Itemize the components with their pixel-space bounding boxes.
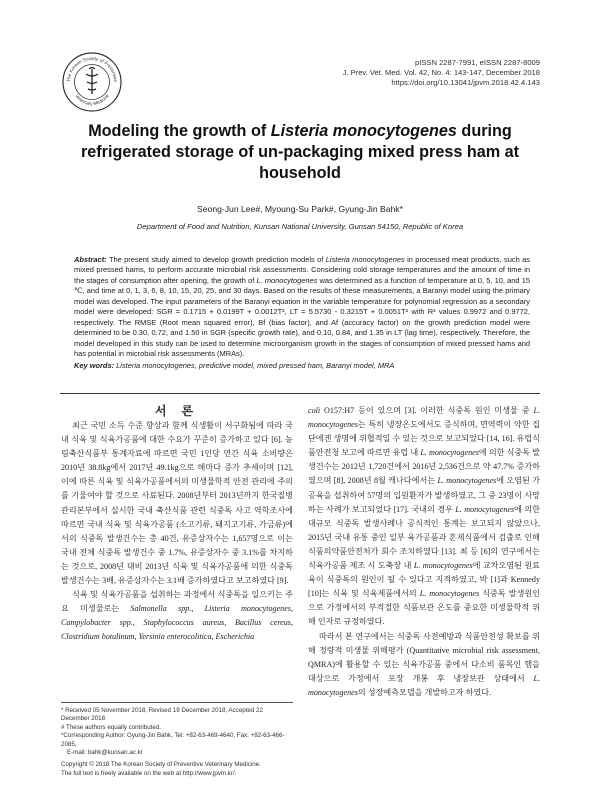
society-seal-logo [62,52,122,112]
paragraph: 최근 국민 소득 수준 향상과 함께 식생활이 서구화됨에 따라 국내 식육 및 식육가공품에 대한 수요가 꾸준히 증가하고 있다 [6]. 농림축산식품부 통계자료에 따르면 국민 1인당 연간 식육 소비량은 2010년 38.8kg에서 2017년 49.1kg으로 해마다 증가 추세이며 [12], 이에 따른 식육 및 식육가공품에서의 미생물학적 안전 관리에 주의를 기울여야 할 것으로 사료된다. 2008년부터 2013년까지 한국질병관리본부에서 실시한 국내 축산식품 관련 식중독 사고 역학조사에 따르면 국내 식육 및 식육가공품 (소고기류, 돼지고기류, 가금류)에서의 식중독 발생건수는 총 40건, 유증상자수는 1,657명으로 이는 국내 전체 식중독 발생건수 중 1.7%, 유증상자수 중 3.1%를 차지하는 것으로, 2008년 대비 2013년 식육 및 식육가공품에 의한 식중독 발생건수는 3배, 유증상자수는 3.1배 증가하였다고 보고하였다 [9]. [61,421,293,586]
footnotes [61,702,293,778]
abstract-label: Abstract: [74,255,107,264]
authors: Seong-Jun Lee#, Myoung-Su Park#, Gyung-Jin Bahk* [197,204,403,214]
copyright: Copyright © 2018 The Korean Society of Preventive Veterinary Medicine. [61,761,261,769]
abstract: Abstract: The present study aimed to develop growth prediction models of Listeria monocytogenes in processed meat products, such as mixed pressed hams, to perform accurate microbial risk assessments. Considering cold storage temperatures and the amount of time in the stages of consumption after opening, the growth of L. monocytogenes was determined as a function of temperature at 0, 5, 10, and 15 ℃, and time at 0, 1, 3, 6, 8, 10, 15, 20, 25, and 30 days. Based on the results of these measurements, a Baranyi model using the primary model was developed. The input parameters of the Baranyi equation in the variable temperature for polynomial regression as a secondary model were developed: SGR = 0.1715 + 0.0199T + 0.0012T², LT = 5.5730 - 0.3215T + 0.0051T² with R² values 0.9972 and 0.9772, respectively. The RMSE (Root mean squared error), Bf (bias factor), and Af (accuracy factor) on the growth prediction model were determined to be 0.30, 0.72, and 1.50 in SGR (specific growth rate), and 0.10, 0.84, and 1.35 in LT (lag time), respectively. Therefore, the model developed in this study can be used to determine microorganism growth in the stages of consumption of mixed pressed hams and has potential in microbial risk assessments (MRAs). Key words: Listeria monocytogenes, predictive model, mixed pressed ham, Baranyi model, MRA [74,255,530,370]
journal-header [343,58,540,88]
section-heading-introduction: 서 론 [154,404,200,418]
issn: pISSN 2287-7991, eISSN 2287-8009 [415,58,540,67]
logo-text-bottom: Veterinary Medicine [74,93,110,107]
body-right-column [308,404,540,700]
corresponding-email: E-mail: bahk@kunsan.ac.kr [67,749,143,757]
footnote-rule [61,702,293,703]
free-access: The full text is freely available on the web at http://www.jpvm.kr/. [61,769,237,777]
affiliation: Department of Food and Nutrition, Kunsan National University, Gunsan 54150, Republic of Korea [136,222,464,231]
paragraph: 식육 및 식육가공품을 섭취하는 과정에서 식중독을 일으키는 주요 미생물로는 Salmonella spp., Listeria monocytogenes, Campylobacter spp., Staphylococcus aureus, Bacillus cereus, Clostridium botulinum, Yersinia enterocolitica, Escherichia [61,590,293,642]
article-title: Modeling the growth of Listeria monocytogenes during refrigerated storage of un-packaging mixed press ham at household [80,122,520,182]
body-left-column [61,403,293,645]
citation: J. Prev. Vet. Med. Vol. 42, No. 4: 143-147, December 2018 [342,68,540,77]
keywords: Key words: Listeria monocytogenes, predictive model, mixed pressed ham, Baranyi model, MRA [74,360,395,370]
corresponding-author: *Corresponding Author: Gyung-Jin Bahk, Tel: +82-63-469-4640, Fax: +82-63-466-2085, [61,732,285,748]
paragraph: 따라서 본 연구에서는 식중독 사전예방과 식품안전성 확보를 위해 정량적 미생물 위해평가 (Quantitative microbial risk assessment, QMRA)에 활용할 수 있는 식육가공품 중에서 다소비 품목인 햄을 대상으로 가정에서 포장 개봉 후 냉장보관 상태에서 L. monocytogenes의 성장예측모델을 개발하고자 하였다. [308,631,540,697]
divider [60,393,540,394]
received-dates: * Received 05 November 2018, Revised 19 December 2018, Accepted 22 December 2018 [61,707,263,723]
paragraph: coli O157:H7 등이 있으며 [3]. 이러한 식중독 원인 미생물 중 L. monocytogenes는 특히 냉장온도에서도 증식하며, 면역력이 약한 집단에겐 생명에 위협적일 수 있는 것으로 보고되었다 [14, 16]. 유럽식품안전청 보고에 따르면 유럽 내 L. monocytogenes에 의한 식중독 발생건수는 2012년 1,720건에서 2016년 2,536건으로 약 47.7% 증가하였으며 [8], 2008년 8월 캐나다에서는 L. monocytogenes에 오염된 가공육을 섭취하여 57명의 입원환자가 발생하였고, 그 중 23명이 사망하는 사례가 보고되었다 [17]. 국내의 경우 L. monocytogenes에 의한 대규모 식중독 발생사례나 공식적인 통계는 보고되지 않았으나, 2015년 국내 유통 중인 일부 육가공품과 혼제식품에서 검출로 인해 식품의약품안전처가 회수 조치하였다 [13]. 최 등 [6]의 연구에서는 식육가공품 제조 시 도축장 내 L. monocytogenes에 교차오염된 원료육이 식중독의 원인이 될 수 있다고 지적하였고, 박 [1]과 Kennedy [10]는 식육 및 식육제품에서의 L. monocytogenes 식중독 발생원인으로 가정에서의 부적절한 식품보관 온도를 중요한 미생물학적 위해 인자로 규정하였다. [308,406,540,627]
logo-text-top: The Korean Society of Preventive [65,55,119,83]
equal-contribution: # These authors equally contributed. [61,723,161,731]
doi-link[interactable]: https://doi.org/10.13041/jpvm.2018.42.4.143 [391,78,540,87]
